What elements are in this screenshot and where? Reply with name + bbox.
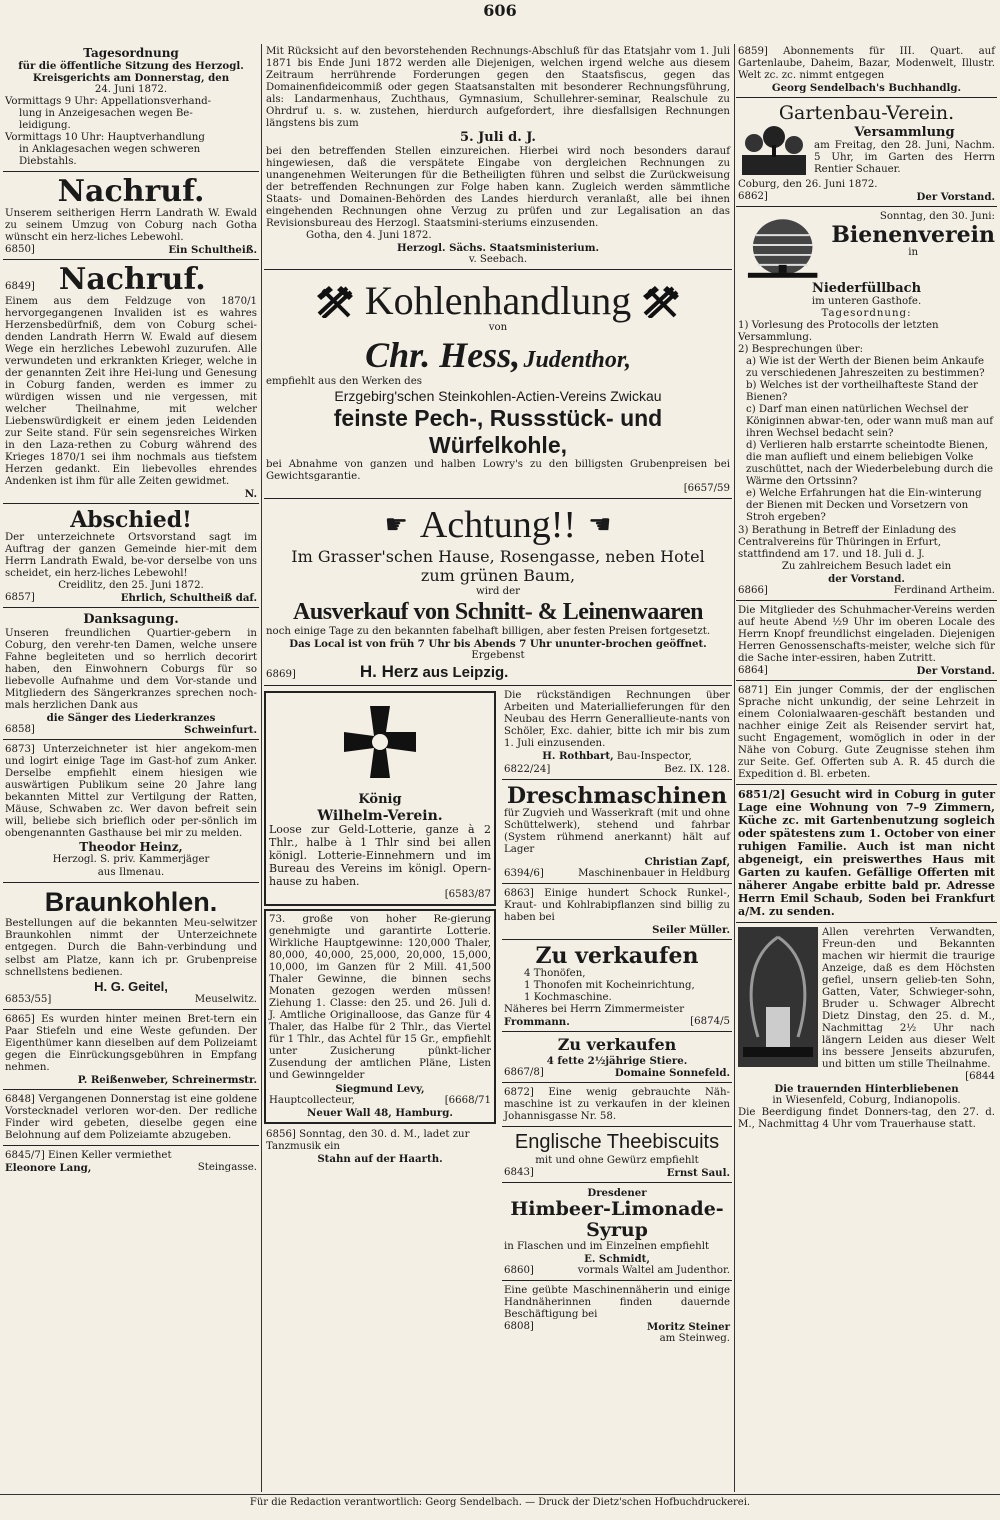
ad-text: bei den betreffenden Stellen einzureichen. Hierbei wird noch besonders darauf hingewiesen, daß die verspätete Eingabe von dergleichen Rechnungen zu unangenehmen Weiterungen für die Betheiligten führen und selbst die Zurückweisung der betreffenden Rechnungen zur Folge haben kann. Zugleich werden sämmtliche Staats- und Domainen-Behörden des Landes hierdurch veranlaßt, alle bei ihnen eingehenden Rechnungen ohne Verzug zu prüfen und zur Legalisation an das Revisionsbureau des Herzogl. Staatsmini-steriums einzusenden. bbox=[266, 145, 730, 229]
ad-text: bei Abnahme von ganzen und halben Lowry's zu den billigsten Grubenpreisen bei Gewichtsgarantie. bbox=[266, 459, 730, 483]
ref-number: 6850] bbox=[5, 244, 35, 256]
ad-abonnements bbox=[736, 44, 997, 98]
ad-vorstecknadel bbox=[3, 1092, 259, 1146]
ad-text: 6873] Unterzeichneter ist hier angekom-men und logirt einige Tage im Gast-hof zum Anker. Derselbe empfiehlt einem hiesigen wie auswärtigen Publikum seine 20 Jahre lang bekannten Mittel zur Vertilgung der Ratten, Mäuse, Schwaben zc. Wer davon befreit sein will, beliebe sich brieflich oder per-sönlich im obengenannten Gasthause bei mir zu melden. bbox=[5, 744, 257, 840]
ad-in: in bbox=[908, 246, 919, 258]
ad-achtung bbox=[264, 501, 732, 686]
ad-title: Abschied! bbox=[70, 507, 192, 534]
ad-name: E. Schmidt, bbox=[584, 1252, 650, 1265]
ad-place: Meuselwitz. bbox=[194, 993, 257, 1005]
ad-naehmaschine bbox=[502, 1085, 732, 1127]
ad-date: Creidlitz, den 25. Juni 1872. bbox=[58, 580, 204, 592]
ref-number: 6860] bbox=[504, 1264, 534, 1276]
ad-agenda-title: Tagesordnung: bbox=[821, 307, 912, 319]
ad-role: Herzogl. S. priv. Kammerjäger bbox=[52, 854, 210, 866]
ad-text: 6848] Vergangenen Donnerstag ist eine goldene Vorstecknadel verloren wor-den. Der redliche Finder wird gebeten, dieselbe gegen eine Belohnung auf dem Polizeiamte abzugeben. bbox=[5, 1094, 257, 1142]
ad-text: Erzgebirg'schen Steinkohlen-Actien-Vereins Zwickau bbox=[334, 388, 662, 405]
ad-staatsministerium bbox=[264, 44, 732, 270]
ad-text: Zu zahlreichem Besuch ladet ein bbox=[781, 560, 952, 572]
ref-number: 6864] bbox=[738, 664, 768, 676]
ad-sender: Ein Schultheiß. bbox=[168, 244, 257, 257]
ad-district: Bez. IX. 128. bbox=[664, 763, 730, 775]
ad-abschied bbox=[3, 506, 259, 608]
ad-wohnung-gesucht bbox=[736, 787, 997, 923]
ad-text: zum grünen Baum, bbox=[420, 565, 576, 585]
ad-text: 6863] Einige hundert Schock Runkel-, Kraut- und Kohlrabipflanzen sind billig zu haben bei bbox=[504, 887, 730, 923]
ref-number: 6857] bbox=[5, 592, 35, 604]
garden-flowers-icon bbox=[738, 125, 810, 179]
ad-zu-verkaufen-oefen bbox=[502, 942, 732, 1032]
ad-braunkohlen bbox=[3, 885, 259, 1010]
ad-role: Hauptcollecteur, bbox=[269, 1094, 355, 1106]
agenda-item: a) Wie ist der Werth der Bienen beim Ankaufe zu verschiedenen Jahreszeiten zu bestimmen? bbox=[746, 356, 985, 380]
ad-nachruf-2 bbox=[3, 262, 259, 504]
ad-title: Nachruf. bbox=[57, 174, 205, 210]
ad-koenig-wilhelm-verein bbox=[264, 691, 496, 906]
column-rule bbox=[734, 44, 735, 1492]
ad-name: Ernst Saul. bbox=[666, 1167, 730, 1180]
ad-name: Frommann. bbox=[504, 1016, 570, 1029]
ad-text: Bestellungen auf die bekannten Meu-selwitzer Braunkohlen nimmt der Unterzeichnete entgegen. Durch die Bahn-verbindung und selbst am Platze, kann ich pr. Grubenpreise schnellstens bedienen. bbox=[5, 918, 257, 978]
ref-number: 6858] bbox=[5, 724, 35, 736]
ad-theebiscuits bbox=[502, 1129, 732, 1183]
ad-stiefeln bbox=[3, 1012, 259, 1090]
ad-text: Die Mitglieder des Schuhmacher-Vereins werden auf heute Abend ½9 Uhr im oberen Locale des Herrn Knopf freundlichst eingeladen. Diejenigen Herren Genossenschafts-meister, welche sich für die Sache inter-essiren, haben Zutritt. bbox=[738, 604, 995, 664]
ref-number: [6657/59 bbox=[683, 483, 730, 495]
iron-cross-icon bbox=[340, 702, 420, 782]
ref-number: 6843] bbox=[504, 1167, 534, 1179]
agenda-item: c) Darf man einen natürlichen Wechsel der Königinnen abwar-ten, oder wann muß man auf ihren Wechsel bedacht sein? bbox=[746, 404, 994, 440]
ad-title: König bbox=[358, 792, 402, 808]
ad-date: Gotha, den 4. Juni 1872. bbox=[306, 229, 432, 241]
ad-name: H. G. Geitel, bbox=[94, 978, 168, 994]
ad-commis bbox=[736, 683, 997, 785]
ad-name: Theodor Heinz, bbox=[79, 840, 183, 855]
ad-text: wird der bbox=[475, 585, 521, 597]
ref-number: 6862] bbox=[738, 190, 768, 202]
middle-split bbox=[264, 688, 732, 1350]
ref-number: [6874/5 bbox=[690, 1016, 730, 1028]
agenda-item: d) Verlieren halb erstarrte scheintodte Bienen, die man auflieft und einem beliebigen Volke zuschüttet, nach der Wiederbelebung durch die Wärme den Ortssinn? bbox=[746, 440, 994, 488]
ad-text: Der unterzeichnete Ortsvorstand sagt im Auftrag der ganzen Gemeinde hier-mit dem Herrn Landrath Ewald, be-vor derselbe von uns scheidet, ein herz-liches Lebewohl! bbox=[5, 532, 257, 580]
ad-himbeer-syrup bbox=[502, 1185, 732, 1281]
text-line: für die öffentliche Sitzung des Herzogl. bbox=[18, 60, 244, 73]
text-line: Diebstahls. bbox=[19, 156, 77, 168]
middle-column bbox=[264, 44, 732, 1492]
text-line: Vormittags 10 Uhr: Hauptverhandlung bbox=[5, 132, 205, 144]
ad-place: aus Leipzig. bbox=[422, 664, 509, 682]
ad-text: 6856] Sonntag, den 30. d. M., ladet zur Tanzmusik ein bbox=[266, 1128, 470, 1152]
ad-title: Danksagung. bbox=[83, 612, 179, 628]
ad-todesanzeige bbox=[736, 925, 997, 1135]
ad-tagesordnung bbox=[3, 44, 259, 172]
ad-text: Unseren freundlichen Quartier-gebern in Coburg, den verehr-ten Damen, welche unsere Fahne begleiteten und so herrlich decorirt haben, den Einwohnern Coburgs für so liebevolle Aufnahme und dem Vor-stande und Mitgliedern des Sängerkranzes sprechen noch-mals herzlichen Dank aus bbox=[5, 627, 257, 711]
crossed-hammers-icon bbox=[315, 284, 355, 318]
ad-name: Seiler Müller. bbox=[652, 924, 730, 936]
ad-text: in Flaschen und im Einzelnen empfiehlt bbox=[504, 1240, 710, 1252]
ref-number: 6866] bbox=[738, 584, 768, 596]
ad-name: Eleonore Lang, bbox=[5, 1162, 92, 1175]
ad-place: Judenthor, bbox=[523, 346, 631, 373]
ad-text: Die rückständigen Rechnungen über Arbeiten und Materiallieferungen für den Neubau des Herrn Generallieute-nants von Schöler, Exc. dahier, bitte ich mir bis zum 1. Juli einzusenden. bbox=[504, 690, 730, 750]
ad-text: Loose zur Geld-Lotterie, ganze à 2 Thlr., halbe à 1 Thlr sind bei allen königl. Lotterie-Einnehmern und im Bureau des Vereins im königl. Opern-hause zu haben. bbox=[269, 823, 491, 889]
ad-text: Im Grasser'schen Hause, Rosengasse, neben Hotel bbox=[291, 547, 705, 567]
ad-text: Das Local ist von früh 7 Uhr bis Abends 7 Uhr ununter-brochen geöffnet. bbox=[289, 638, 707, 651]
text-line: lung in Anzeigesachen wegen Be- bbox=[19, 108, 193, 120]
ad-text: Näheres bei Herrn Zimmermeister bbox=[504, 1004, 685, 1016]
ad-sender: Der Vorstand. bbox=[916, 664, 995, 677]
pointing-hand-icon: ☛ bbox=[384, 510, 408, 541]
text-line: leidigung. bbox=[19, 120, 71, 132]
ad-date: Sonntag, den 30. Juni: bbox=[879, 210, 995, 222]
agenda-item: 1) Vorlesung des Protocolls der letzten Versammlung. bbox=[738, 319, 939, 344]
ad-bienenverein bbox=[736, 209, 997, 601]
ad-grosse-lotterie bbox=[264, 909, 496, 1124]
ad-place: Niederfüllbach bbox=[811, 280, 922, 296]
ad-place: Schweinfurt. bbox=[184, 724, 257, 737]
ad-von: von bbox=[488, 321, 508, 333]
ad-name: Chr. Hess, bbox=[365, 334, 521, 375]
ad-title: Dresdener bbox=[587, 1187, 647, 1200]
text-line: Vormittags 9 Uhr: Appellationsverhand- bbox=[5, 96, 212, 108]
column-rule bbox=[261, 44, 262, 1492]
ad-deadline: 5. Juli d. J. bbox=[460, 130, 536, 146]
ad-text: 6851/2] Gesucht wird in Coburg in guter Lage eine Wohnung von 7–9 Zimmern, Küche zc. mit Gartenbenutzung sogleich oder spätestens zum 1. October von einer ruhigen Familie. Auch ist man nicht abgeneigt, ein preiswerthes Haus mit Garten zu kaufen. Gefällige Offerten mit näherer Angabe erbitte bald pr. Adresse Herrn Emil Schaub, Soden bei Frankfurt a/M. zu senden. bbox=[738, 788, 995, 918]
ref-number: 6867/8] bbox=[504, 1067, 544, 1079]
ad-place: am Steinweg. bbox=[659, 1333, 730, 1345]
ad-title: Dreschmaschinen bbox=[506, 782, 728, 809]
ad-title: Zu verkaufen bbox=[557, 1035, 677, 1055]
ref-number: 6869] bbox=[266, 669, 296, 681]
ref-number: 6394/6] bbox=[504, 867, 544, 879]
ad-title: Achtung!! bbox=[419, 504, 577, 547]
crossed-hammers-icon bbox=[641, 284, 681, 318]
ad-sender: N. bbox=[244, 488, 257, 501]
right-column bbox=[736, 44, 997, 1492]
beehive-icon bbox=[738, 211, 827, 281]
ad-title: Kohlenhandlung bbox=[364, 277, 632, 323]
ad-date: Coburg, den 26. Juni 1872. bbox=[738, 178, 878, 190]
ad-title: Englische Theebiscuits bbox=[514, 1131, 720, 1154]
ad-title: Gartenbau-Verein. bbox=[778, 102, 955, 125]
ad-naeherin bbox=[502, 1283, 732, 1348]
left-column bbox=[3, 44, 259, 1492]
ref-number: 6808] bbox=[504, 1321, 534, 1333]
agenda-item: 3) Berathung in Betreff der Einladung des Centralvereins für Thüringen in Erfurt, stattfindend am 17. und 18. Juli d. J. bbox=[738, 524, 957, 560]
ad-place: aus Ilmenau. bbox=[97, 866, 165, 878]
pointing-hand-icon: ☚ bbox=[588, 510, 612, 541]
ad-location: im unteren Gasthofe. bbox=[811, 295, 922, 307]
ad-zu-verkaufen-stiere bbox=[502, 1034, 732, 1083]
ad-sender: der Vorstand. bbox=[828, 572, 905, 585]
ad-text: 6871] Ein junger Commis, der der englischen Sprache nicht unkundig, der seine Lehrzeit in einem Colonialwaaren-geschäft bestanden und nachher einige Zeit als Reisender servirt hat, sucht Engagement, womöglich in oder in der Nähe von Coburg. Gute Zeugnisse stehen ihm zur Seite. Gef. Offerten sub A. R. 45 durch die Expedition d. Bl. erbeten. bbox=[738, 684, 995, 781]
ad-sender: Der Vorstand. bbox=[916, 190, 995, 203]
ad-dreschmaschinen bbox=[502, 782, 732, 884]
ad-text: Die Beerdigung findet Donners-tag, den 27. d. M., Nachmittag 4 Uhr vom Trauerhause statt. bbox=[738, 1107, 995, 1131]
ad-place: Steingasse. bbox=[197, 1162, 257, 1174]
ad-text: 73. große von hoher Re-gierung genehmigte und garantirte Lotterie. Wirkliche Hauptgewinne: 120,000 Thaler, 80,000, 40,000, 25,000, 20,000, 15,000, 10,000, im Ganzen für 2 Mill. 41,500 Thaler Gewinne, die binnen sechs Monaten gezogen werden müssen! Ziehung 1. Classe: den 25. und 26. Juli d. J. Amtliche Originalloose, das Ganze für 4 Thaler, das Halbe für 2 Thlr., das Viertel für 1 Thlr., das Achtel für 15 Gr., empfiehlt unter Zusicherung pünkt-licher Zusendung der amtlichen Pläne, Listen und Gewinngelder bbox=[269, 914, 491, 1082]
ad-kammerjaeger bbox=[3, 742, 259, 882]
ad-group: die Sänger des Liederkranzes bbox=[46, 712, 216, 725]
ad-text: empfiehlt aus den Werken des bbox=[266, 376, 422, 388]
ad-name: Georg Sendelbach's Buchhandlg. bbox=[771, 82, 962, 95]
ref-number: 6853/55] bbox=[5, 993, 52, 1005]
ad-role: vormals Waltel am Judenthor. bbox=[577, 1264, 730, 1276]
ad-address: Neuer Wall 48, Hamburg. bbox=[307, 1106, 453, 1119]
ad-kohlenhandlung bbox=[264, 272, 732, 499]
ad-text: Eine geübte Maschinennäherin und einige Handnäherinnen finden dauernde Beschäftigung bei bbox=[504, 1284, 730, 1321]
ref-number: [6668/71 bbox=[444, 1094, 491, 1106]
ad-sender: Ehrlich, Schultheiß daf. bbox=[120, 592, 257, 605]
ad-gartenbau-verein bbox=[736, 100, 997, 206]
agenda-item: 2) Besprechungen über: bbox=[738, 344, 864, 356]
ad-text: Einem aus dem Feldzuge von 1870/1 hervorgegangenen Invaliden ist es wahres Herzensbedürfniß, dem von Coburg schei-denden Landrath Herrn W. Ewald auf diesem Wege ein herzliches Lebewohl zuzurufen. Alle verwundeten und erkrankten Krieger, welche in der genannten Zeit ihre Hei-lung und Genesung in Coburg fanden, werden es immer zu würdigen wissen und nie vergessen, mit welcher Theilnahme, mit welcher Liebenswürdigkeit er einem jeden Leidenden zur Seite stand. Für sein segensreiches Wirken in den Laza-rethen zu Coburg während des Krieges 1870/1 sei ihm nochmals aus tiefstem Herzen gedankt. Ein liebevolles ehrendes Andenken ist ihm für alle Zeiten gewidmet. bbox=[5, 295, 257, 488]
ad-rechnungen bbox=[502, 688, 732, 779]
ad-text: 6865] Es wurden hinter meinen Bret-tern ein Paar Stiefeln und eine Weste gefunden. Der Eigenthümer kann dieselben auf dem Polizeiamt gegen die Einrückungsgebühren in Empfang nehmen. bbox=[5, 1013, 257, 1074]
ad-text: 4 fette 2½jährige Stiere. bbox=[546, 1055, 688, 1068]
ad-title: Himbeer-Limonade-Syrup bbox=[510, 1198, 724, 1241]
ad-name: Christian Zapf, bbox=[644, 855, 730, 868]
ad-text: noch einige Tage zu den bekannten fabelhaft billigen, aber festen Preisen fortgesetzt. bbox=[266, 626, 711, 638]
ad-name: Domaine Sonnefeld. bbox=[614, 1067, 730, 1080]
ad-name: Siegmund Levy, bbox=[335, 1082, 425, 1095]
ref-number: [6844 bbox=[965, 1071, 995, 1083]
ad-role: Maschinenbauer in Heldburg bbox=[578, 867, 730, 879]
ad-signer: v. Seebach. bbox=[468, 253, 528, 265]
ad-title: Bienenverein bbox=[831, 221, 995, 248]
ad-title: Tagesordnung bbox=[83, 46, 179, 60]
ad-schuhmacher-verein bbox=[736, 603, 997, 681]
footer-imprint: Für die Redaction verantwortlich: Georg Sendelbach. — Druck der Dietz'schen Hofbuchdruckerei. bbox=[0, 1494, 1000, 1509]
ad-title: Braunkohlen. bbox=[44, 886, 218, 917]
ad-text: Allen verehrten Verwandten, Freun-den und Bekannten machen wir hiermit die traurige Anzeige, daß es dem Höchsten gefiel, unsern gelieb-ten Sohn, Gatten, Vater, Schwieger-sohn, Bruder u. Schwager Albrecht Dietz Dinstag, den 25. d. M., Nachmittag 2½ Uhr nach längern Leiden aus dieser Welt ins bessere Jenseits abzurufen, und bitten um stille Theilnahme. bbox=[822, 926, 995, 1071]
ad-danksagung bbox=[3, 610, 259, 740]
list-item: 1 Kochmaschine. bbox=[524, 992, 612, 1004]
ad-name: Ferdinand Artheim. bbox=[893, 584, 995, 596]
ad-text: am Freitag, den 28. Juni, Nachm. 5 Uhr, im Garten des Herrn Rentier Schauer. bbox=[814, 139, 995, 175]
ad-text: mit und ohne Gewürz empfiehlt bbox=[535, 1155, 699, 1166]
ad-role: Bau-Inspector, bbox=[616, 751, 692, 763]
ad-text: Mit Rücksicht auf den bevorstehenden Rechnungs-Abschluß für das Etatsjahr vom 1. Juli 1871 bis Ende Juni 1872 werden alle Diejenigen, welchen irgend welche aus diesem Zeitraum herrührende Forderungen gegen den Staatsfiscus, gegen das Domainenfideicommiß oder gegen Staatsanstalten mit besonderer Rechnungsführung, als: Landarmenhaus, Zuchthaus, Gymnasium, Schullehrer-seminar, Realschule zu Ohrdruf u. s. w. zustehen, hierdurch aufgefordert, ihre diesfallsigen Rechnungen längstens bis zum bbox=[266, 46, 730, 130]
text-line: in Anklagesachen wegen schweren bbox=[19, 144, 201, 156]
ref-number: 6849] bbox=[5, 281, 35, 293]
ad-heading: Versammlung bbox=[854, 124, 955, 140]
ad-title: Nachruf. bbox=[58, 262, 206, 298]
ad-title: Wilhelm-Verein. bbox=[317, 807, 443, 824]
ref-number: [6583/87 bbox=[444, 889, 491, 901]
ad-text: Ergebenst bbox=[471, 650, 525, 662]
list-item: 4 Thonöfen, bbox=[524, 968, 586, 980]
ad-name: Moritz Steiner bbox=[646, 1321, 730, 1334]
ad-text: für Zugvieh und Wasserkraft (mit und ohne Schüttelwerk), stehend und fahrbar (System rühmend anerkannt) hält auf Lager bbox=[504, 807, 730, 855]
ad-tanzmusik bbox=[264, 1127, 496, 1168]
ad-text: Unserem seitherigen Herrn Landrath W. Ewald zu seinem Umzug von Coburg nach Gotha wünscht ein herz-liches Lebewohl. bbox=[5, 207, 257, 243]
ad-authority: Herzogl. Sächs. Staatsministerium. bbox=[396, 241, 600, 254]
ad-keller bbox=[3, 1148, 259, 1177]
ad-name: H. Rothbart, bbox=[542, 750, 614, 763]
ad-name: P. Reißenweber, Schreinermstr. bbox=[77, 1074, 257, 1087]
middle-subcol-left bbox=[264, 688, 496, 1350]
list-item: 1 Thonofen mit Kocheinrichtung, bbox=[524, 980, 695, 992]
ad-place: in Wiesenfeld, Coburg, Indianopolis. bbox=[772, 1095, 961, 1107]
ad-name: H. Herz bbox=[359, 662, 419, 682]
text-line: 24. Juni 1872. bbox=[94, 84, 168, 96]
ad-nachruf-1 bbox=[3, 174, 259, 260]
ad-name: Stahn auf der Haarth. bbox=[317, 1152, 443, 1165]
ref-number: 6822/24] bbox=[504, 763, 551, 775]
page-number: 606 bbox=[483, 1, 517, 20]
middle-subcol-right bbox=[502, 688, 732, 1350]
agenda-item: e) Welche Erfahrungen hat die Ein-winterung der Bienen mit Decken und Vorsetzern von Stroh ergeben? bbox=[746, 488, 982, 524]
ad-title: Zu verkaufen bbox=[535, 943, 699, 970]
ad-text: 6859] Abonnements für III. Quart. auf Gartenlaube, Daheim, Bazar, Modenwelt, Illustr. Welt zc. zc. nimmt entgegen bbox=[738, 46, 995, 82]
ad-runkelpflanzen bbox=[502, 886, 732, 940]
ad-text: feinste Pech-, Russstück- und Würfelkohle, bbox=[333, 404, 663, 459]
agenda-item: b) Welches ist der vortheilhafteste Stand der Bienen? bbox=[746, 380, 978, 404]
ad-heading: Die trauernden Hinterbliebenen bbox=[774, 1083, 959, 1096]
memorial-willow-icon bbox=[738, 927, 818, 1067]
ad-headline: Ausverkauf von Schnitt- & Leinenwaaren bbox=[293, 598, 703, 625]
text-line: Kreisgerichts am Donnerstag, den bbox=[32, 72, 230, 85]
ad-text: 6845/7] Einen Keller vermiethet bbox=[5, 1150, 172, 1162]
ad-text: 6872] Eine wenig gebrauchte Näh-maschine ist zu verkaufen in der kleinen Johannisgasse Nr. 58. bbox=[504, 1087, 730, 1123]
